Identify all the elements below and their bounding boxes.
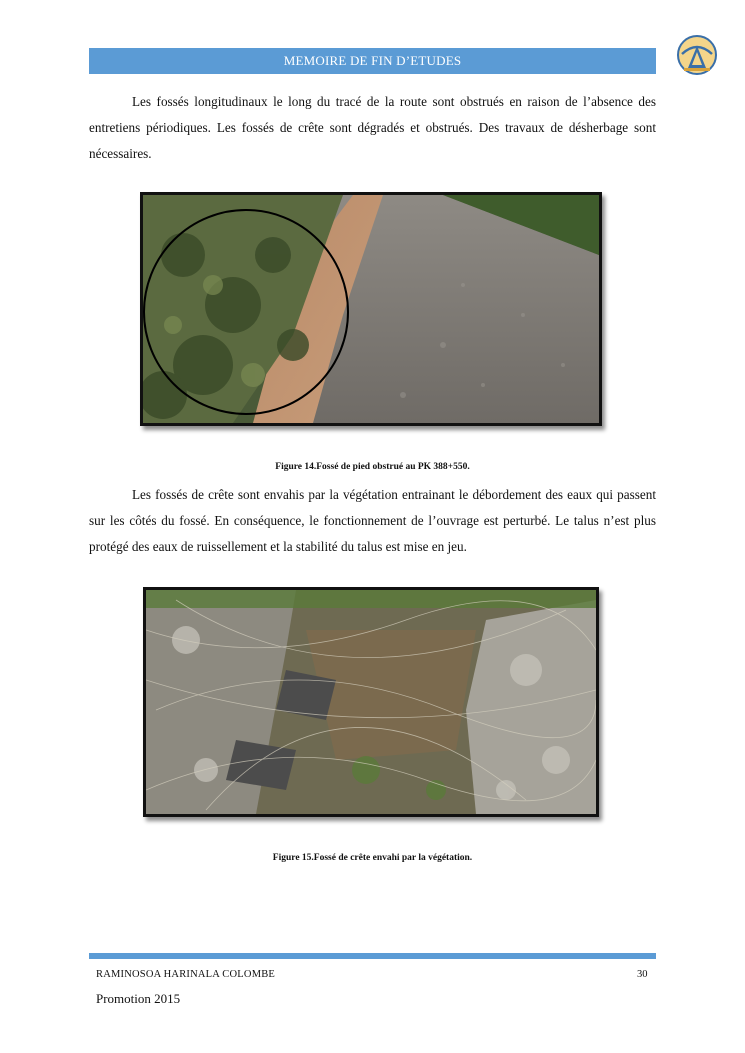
page-number: 30	[637, 969, 648, 980]
photo-fosse-de-crete-envahi	[143, 587, 599, 817]
footer-promotion: Promotion 2015	[96, 991, 181, 1006]
paragraph-text: Les fossés de crête sont envahis par la végétation entrainant le débordement des eaux qui passent sur les côtés du fossé. En conséquence, le fonctionnement de l’ouvrage est perturbé. Le talus n’est plus protégé des eaux de ruissellement et la stabilité du talus est mise en jeu.	[89, 487, 656, 554]
photo-fosse-de-pied-obstrue	[140, 192, 602, 426]
paragraph-fosses-de-crete	[89, 482, 656, 560]
paragraph-fosses-longitudinaux	[89, 89, 656, 167]
school-logo-icon	[676, 34, 718, 76]
footer-divider	[89, 953, 656, 959]
figure-15-caption: Figure 15.Fossé de crête envahi par la végétation.	[272, 853, 473, 863]
figure-14-caption: Figure 14.Fossé de pied obstrué au PK 388+550.	[275, 462, 470, 472]
page-header-title: MEMOIRE DE FIN D’ETUDES	[89, 48, 656, 74]
paragraph-text: Les fossés longitudinaux le long du tracé de la route sont obstrués en raison de l’absence des entretiens périodiques. Les fossés de crête sont dégradés et obstrués. Des travaux de désherbage sont nécessaires.	[89, 94, 656, 161]
footer-author: RAMINOSOA HARINALA COLOMBE	[96, 969, 276, 980]
